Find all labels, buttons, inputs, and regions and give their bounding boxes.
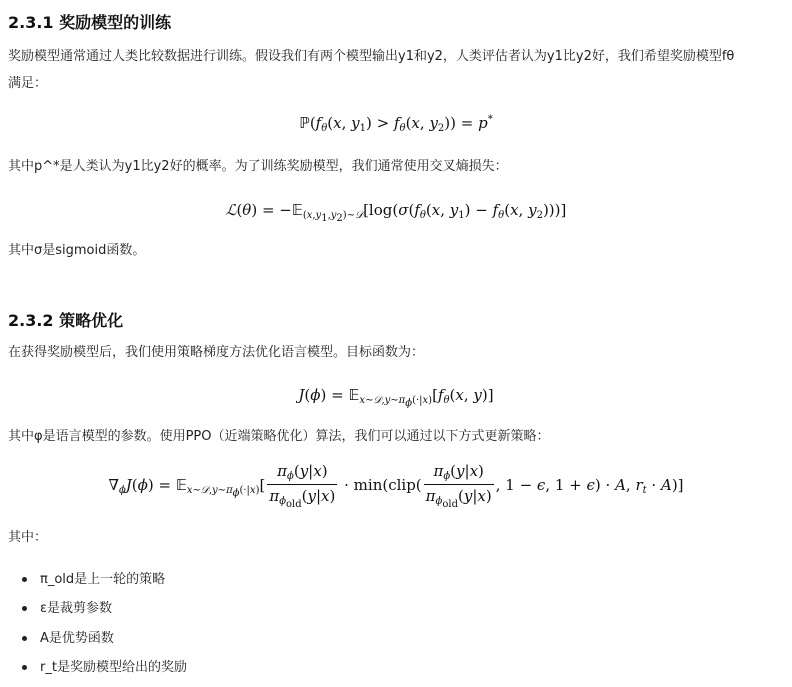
bullet-dot bbox=[22, 636, 27, 641]
bullet-dot bbox=[22, 665, 27, 670]
paragraph-where: 其中： bbox=[8, 530, 48, 545]
list-item: π_old是上一轮的策略 bbox=[40, 572, 166, 587]
list-item: r_t是奖励模型给出的奖励 bbox=[40, 660, 187, 675]
paragraph-sigma-note: 其中σ是sigmoid函数。 bbox=[8, 243, 146, 258]
paragraph-cross-entropy-intro: 其中p^*是人类认为y1比y2好的概率。为了训练奖励模型，我们通常使用交叉熵损失： bbox=[8, 159, 508, 174]
bullet-dot bbox=[22, 577, 27, 582]
equation-reward-loss: ℒ(θ) = $-𝔼_{(x,y_1,y_2)\sim 𝒟}[\log(\sigma(f_\theta(x$, $y_1) - f_\theta(x$, $y_2$)))] bbox=[225, 201, 567, 224]
list-item: A是优势函数 bbox=[40, 631, 114, 646]
paragraph-reward-intro-line1: 奖励模型通常通过人类比较数据进行训练。假设我们有两个模型输出y1和y2，人类评估者认为y1比y2好，我们希望奖励模型fθ bbox=[8, 49, 735, 64]
bullet-dot bbox=[22, 606, 27, 611]
equation-objective: $J(\phi) = 𝔼_{x\sim 𝒟,y\sim\pi_\phi(\cdot|x)}[f_\theta(x$, y)] bbox=[298, 386, 494, 409]
section-heading-2-3-1: 2.3.1 奖励模型的训练 bbox=[8, 13, 172, 32]
list-item: ε是裁剪参数 bbox=[40, 601, 113, 616]
paragraph-ppo-intro: 其中φ是语言模型的参数。使用PPO（近端策略优化）算法，我们可以通过以下方式更新策略： bbox=[8, 429, 550, 444]
equation-ppo-gradient: $\nabla_\phi J(\phi)$ = 𝔼$_{x\sim 𝒟,y\sim\pi_\phi(\cdot|x)}$[ $\frac{\pi_\phi(y|x)}{\pi_{\phi_{old}}(y|x)}$ · min(clip( $\frac{\pi_\phi(y|x)}{\pi_{\phi_{old}}(y|x)}$ , 1 − ϵ, 1 + ϵ) · A, $r_t \cdot A$)] bbox=[108, 462, 684, 510]
equation-preference-probability: $ℙ(f_\theta(x$, $y_1) > f_\theta(x$, $y_2)) = p^*$ bbox=[299, 114, 493, 134]
paragraph-policy-intro: 在获得奖励模型后，我们使用策略梯度方法优化语言模型。目标函数为： bbox=[8, 345, 425, 360]
section-heading-2-3-2: 2.3.2 策略优化 bbox=[8, 311, 124, 330]
paragraph-reward-intro-line2: 满足： bbox=[8, 76, 48, 91]
